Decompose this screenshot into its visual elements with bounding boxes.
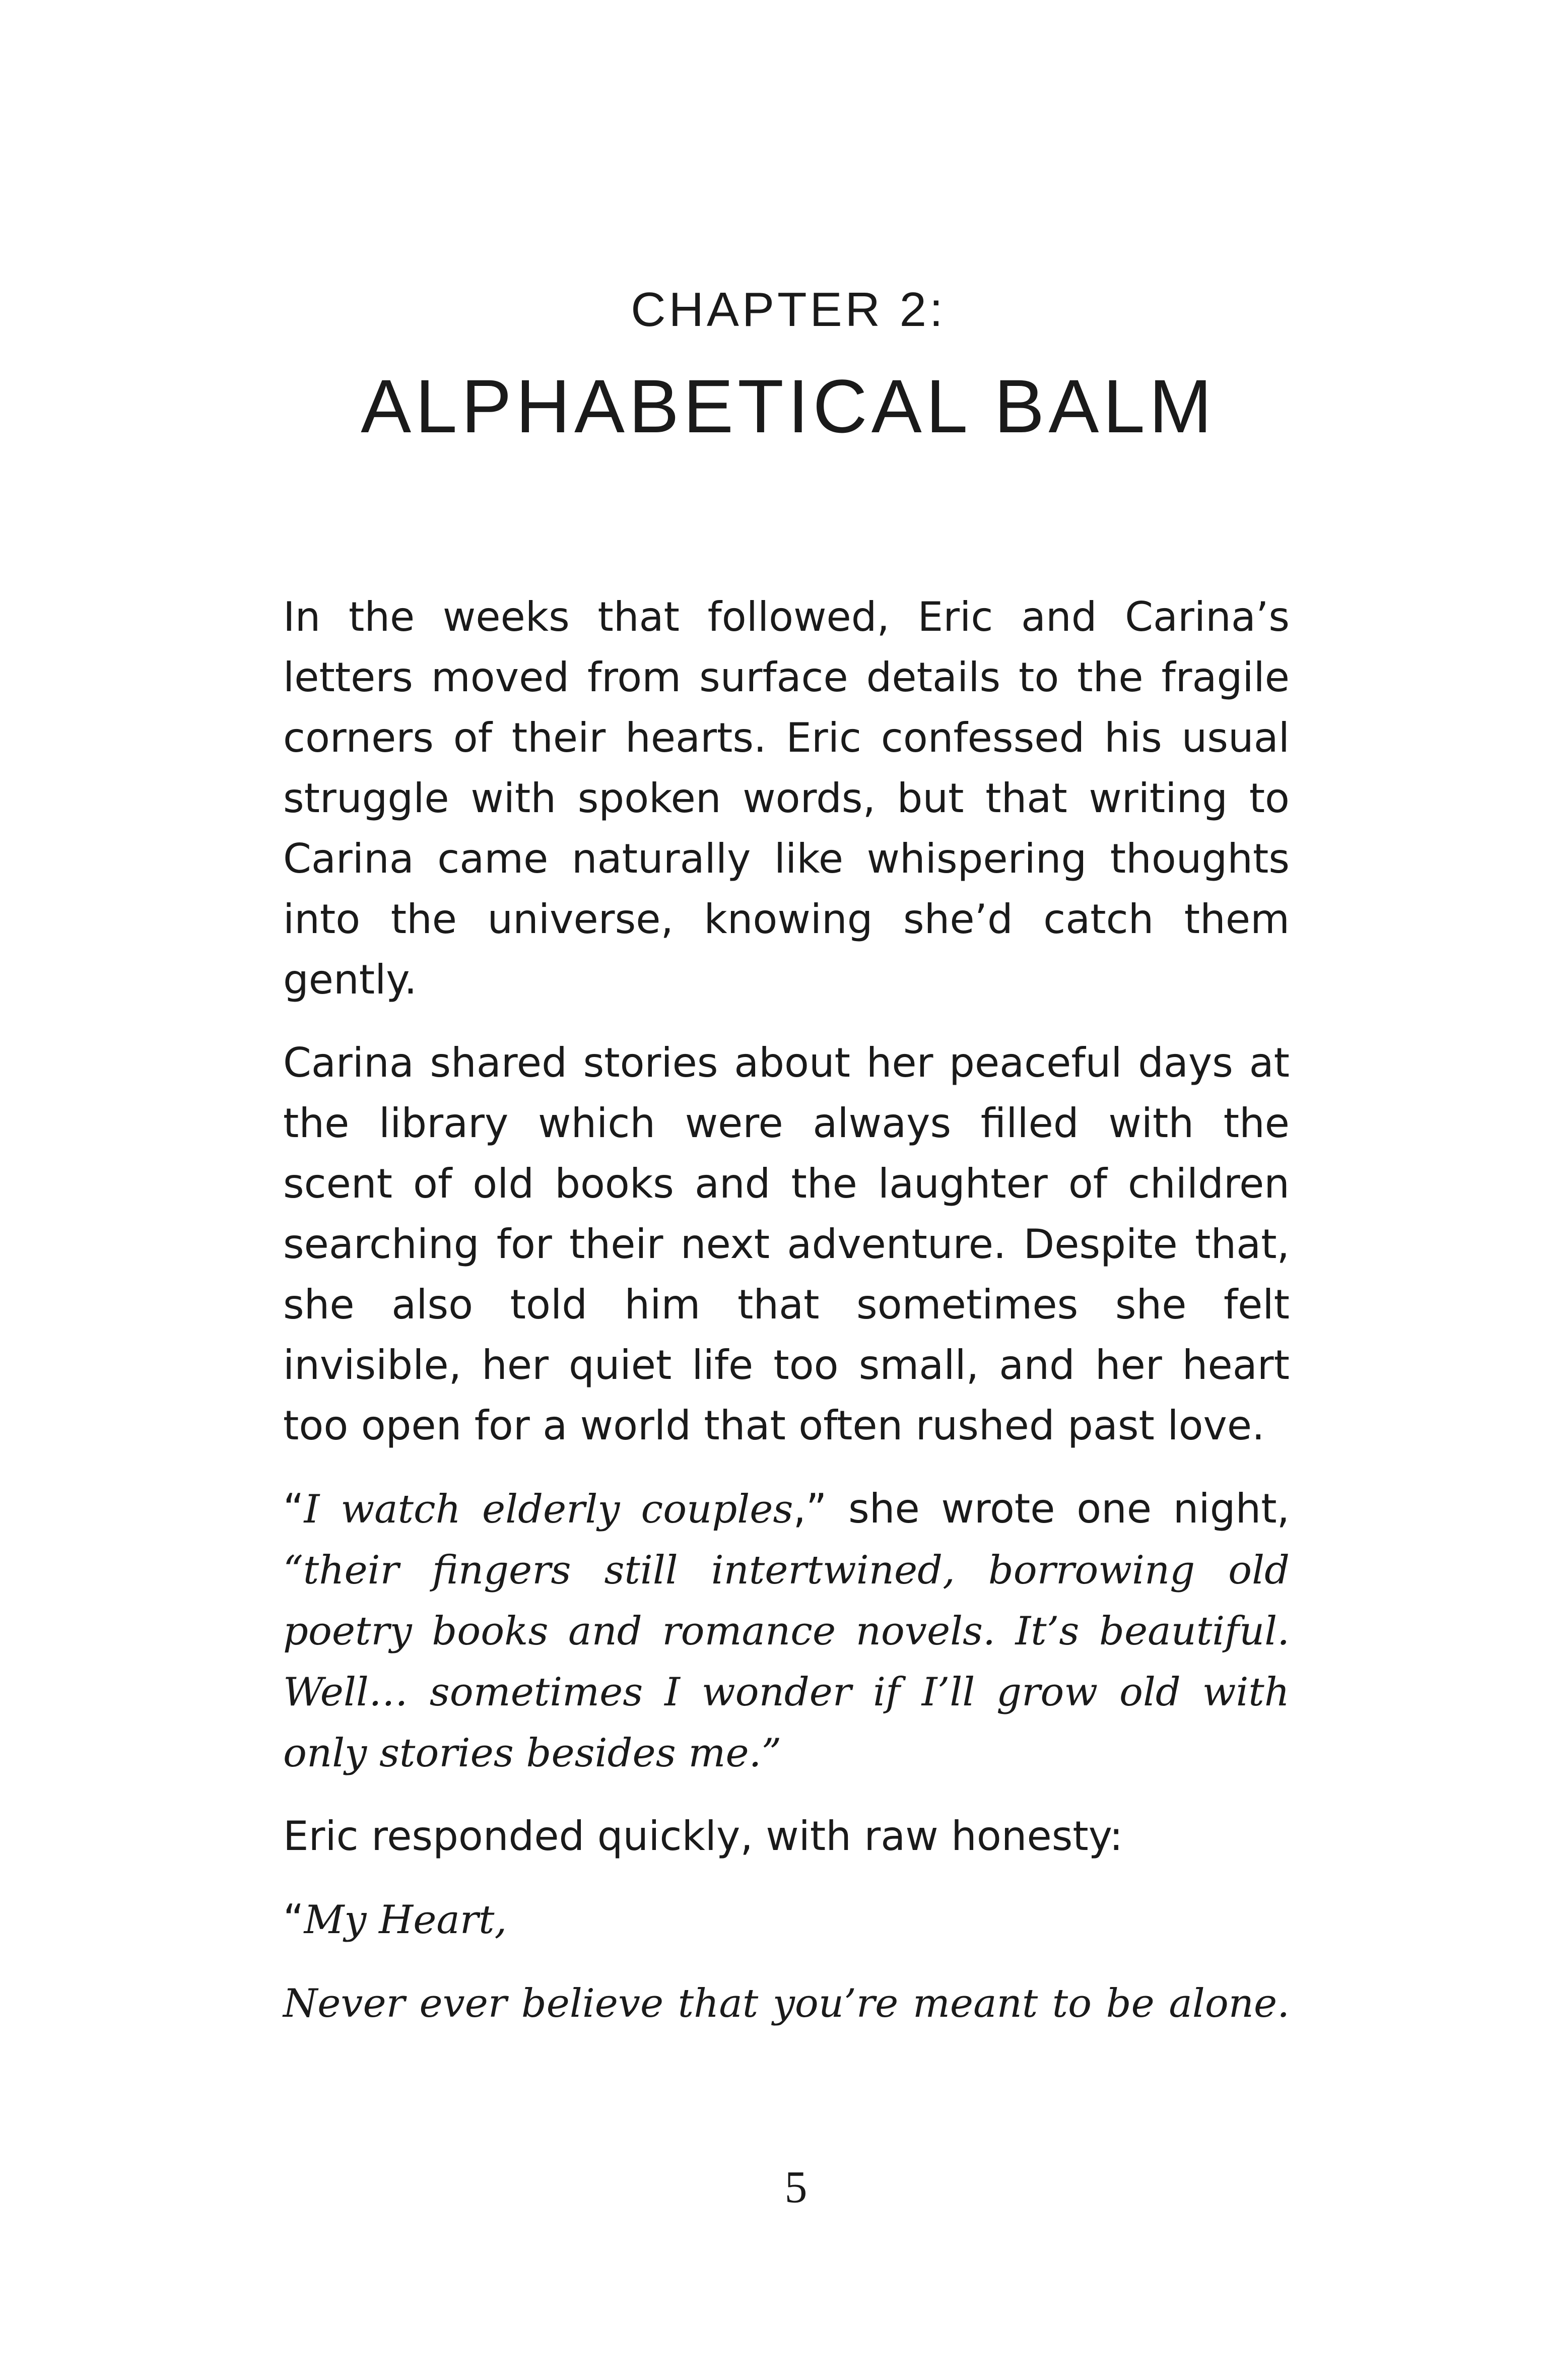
letter-line-1: Never ever believe that you’re meant to be alone. xyxy=(283,1981,1290,2026)
page-number: 5 xyxy=(784,2162,808,2212)
quote-italic-b: “their fingers still intertwined, borrowing old poetry books and romance novels. It’s beautiful. Well… sometimes I wonder if I’ll grow old with only stories besides me.” xyxy=(283,1548,1290,1776)
paragraph-6 xyxy=(283,1973,1290,2034)
paragraph-4: Eric responded quickly, with raw honesty: xyxy=(283,1813,1123,1860)
quote-attribution: ,” she wrote one night, xyxy=(793,1485,1290,1532)
paragraph-5 xyxy=(283,1889,1290,1950)
quote-italic-a: I watch elderly couples xyxy=(304,1487,793,1532)
letter-open-mark: “ xyxy=(283,1896,304,1943)
paragraph-1: In the weeks that followed, Eric and Carina’s letters moved from surface details to the fragile corners of their hearts. Eric confessed his usual struggle with spoken words, but that writing to Carina came naturally like whispering thoughts into the universe, knowing she’d catch them gently. xyxy=(283,593,1290,1003)
chapter-title: ALPHABETICAL BALM xyxy=(361,364,1216,448)
letter-salutation: My Heart, xyxy=(304,1897,507,1943)
chapter-label: CHAPTER 2: xyxy=(631,283,946,337)
paragraph-3 xyxy=(283,1479,1290,1783)
paragraph-2: Carina shared stories about her peaceful days at the library which were always filled with the scent of old books and the laughter of children searching for their next adventure. Despite that, she also told him that sometimes she felt invisible, her quiet life too small, and her heart too open for a world that often rushed past love. xyxy=(283,1039,1290,1449)
quote-open-mark: “ xyxy=(283,1485,304,1532)
chapter-body xyxy=(283,587,1290,2057)
